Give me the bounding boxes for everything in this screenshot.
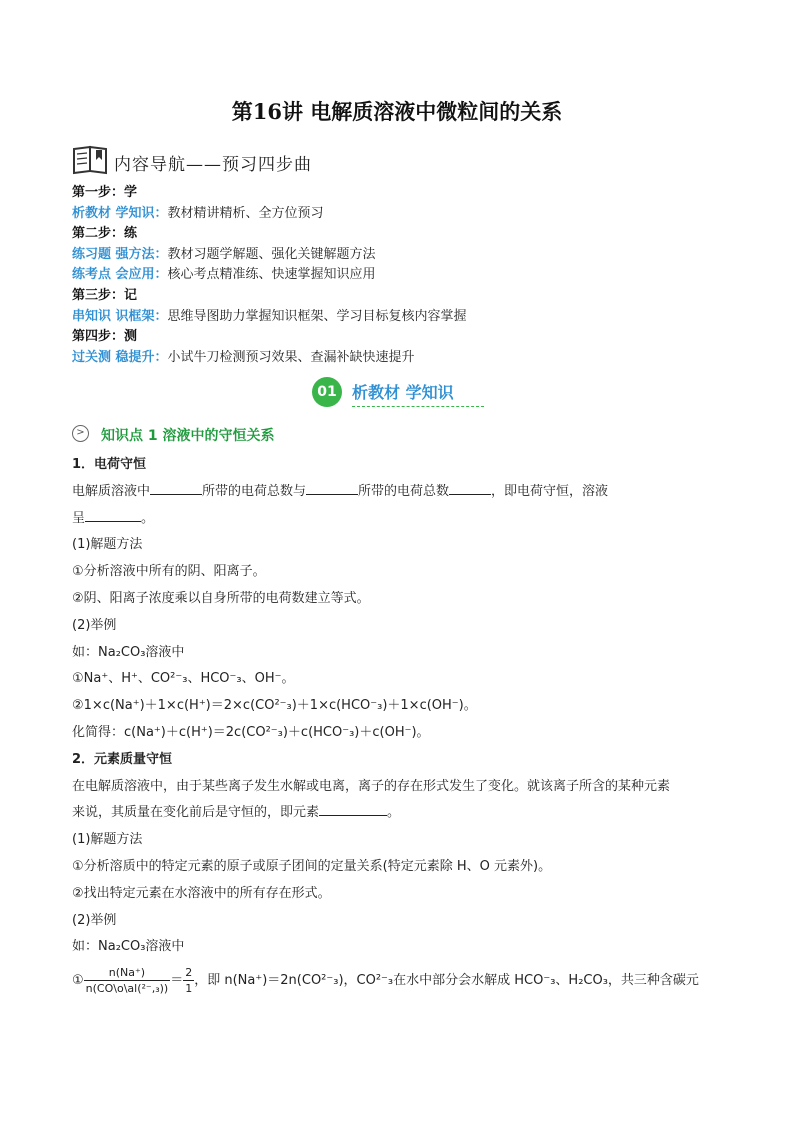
fill-blank[interactable] [449, 480, 491, 495]
fraction-denominator: 1 [185, 982, 193, 996]
step-heading [72, 183, 732, 204]
example-heading: (2)举例 [72, 617, 117, 633]
step-item [72, 348, 732, 369]
step-desc: 思维导图助力掌握知识框架、学习目标复核内容掌握 [167, 308, 467, 324]
text: 来说，其质量在变化前后是守恒的，即元素 [72, 805, 320, 821]
nav-title: 内容导航——预习四步曲 [114, 155, 312, 175]
step-key: 练习题 强方法： [72, 246, 168, 262]
heading-charge-conservation: 1．电荷守恒 [72, 457, 147, 472]
book-icon [72, 144, 110, 176]
fill-blank[interactable] [150, 480, 202, 495]
text: ① [72, 973, 84, 989]
formula-line [72, 961, 732, 1001]
section-label: 析教材 学知识 [352, 383, 454, 402]
step-heading [72, 327, 732, 348]
arrow-circle-icon: > [72, 425, 89, 442]
text: 所带的电荷总数与 [202, 483, 307, 499]
step-key: 过关测 稳提升： [72, 349, 168, 365]
text: 。 [141, 510, 155, 526]
paragraph: 在电解质溶液中，由于某些离子发生水解或电离，离子的存在形式发生了变化。就该离子所含的某种元素 [72, 778, 671, 794]
section-underline [352, 406, 484, 407]
step-desc: 教材习题学解题、强化关键解题方法 [167, 246, 376, 262]
step-item [72, 307, 732, 328]
paragraph [72, 800, 732, 827]
text: 呈 [72, 510, 86, 526]
step-item [72, 245, 732, 266]
method-step: ②阴、阳离子浓度乘以自身所带的电荷数建立等式。 [72, 590, 370, 606]
step-key: 练考点 会应用： [72, 267, 168, 283]
fill-blank[interactable] [306, 480, 358, 495]
text: 。 [387, 805, 401, 821]
example-heading: (2)举例 [72, 912, 117, 928]
text: ，即 n(Na⁺)＝2n(CO²⁻₃)，CO²⁻₃在水中部分会水解成 HCO⁻₃、H₂CO₃，共三种含碳元 [194, 973, 699, 989]
page-title: 第16讲 电解质溶液中微粒间的关系 [231, 99, 563, 124]
steps-list [72, 183, 732, 368]
section-number: 01 [312, 377, 342, 407]
method-step: ②找出特定元素在水溶液中的所有存在形式。 [72, 885, 331, 901]
text: ，即电荷守恒，溶液 [491, 483, 609, 499]
fraction-numerator: 2 [185, 966, 193, 980]
text: 电解质溶液中 [72, 483, 151, 499]
section-badge [312, 374, 492, 410]
example-line: ①Na⁺、H⁺、CO²⁻₃、HCO⁻₃、OH⁻。 [72, 671, 295, 687]
content-body [72, 452, 732, 1001]
step-heading [72, 224, 732, 245]
fraction-value [183, 965, 194, 996]
text: 所带的电荷总数 [358, 483, 450, 499]
step-heading-text: 第一步：学 [72, 185, 138, 200]
example-line: ②1×c(Na⁺)＋1×c(H⁺)＝2×c(CO²⁻₃)＋1×c(HCO⁻₃)＋1×c(OH⁻)。 [72, 698, 477, 714]
method-heading: (1)解题方法 [72, 832, 143, 848]
fill-blank[interactable] [85, 507, 141, 522]
text: ＝ [170, 973, 184, 989]
step-key: 析教材 学知识： [72, 205, 168, 221]
step-desc: 小试牛刀检测预习效果、查漏补缺快速提升 [167, 349, 415, 365]
step-item [72, 204, 732, 225]
paragraph [72, 479, 732, 506]
example-line: 化简得：c(Na⁺)＋c(H⁺)＝2c(CO²⁻₃)＋c(HCO⁻₃)＋c(OH⁻)。 [72, 724, 430, 740]
step-key: 串知识 识框架： [72, 308, 168, 324]
method-step: ①分析溶液中所有的阴、阳离子。 [72, 564, 266, 580]
step-heading [72, 286, 732, 307]
fraction-denominator: n(CO\o\al(²⁻,₃)) [85, 982, 169, 996]
step-heading-text: 第四步：测 [72, 329, 138, 345]
knowledge-point-title: 知识点 1 溶液中的守恒关系 [101, 428, 275, 444]
fraction-numerator: n(Na⁺) [84, 965, 171, 981]
step-item [72, 265, 732, 286]
step-heading-text: 第三步：记 [72, 287, 138, 303]
step-heading-text: 第二步：练 [72, 226, 138, 242]
example-line: 如：Na₂CO₃溶液中 [72, 939, 185, 955]
step-desc: 核心考点精准练、快速掌握知识应用 [167, 267, 376, 283]
paragraph [72, 506, 732, 533]
heading-mass-conservation: 2．元素质量守恒 [72, 751, 173, 767]
method-step: ①分析溶质中的特定元素的原子或原子团间的定量关系(特定元素除 H、O 元素外)。 [72, 858, 552, 874]
fill-blank[interactable] [319, 801, 387, 816]
step-desc: 教材精讲精析、全方位预习 [167, 205, 324, 221]
method-heading: (1)解题方法 [72, 537, 143, 553]
fraction-ratio [84, 965, 171, 996]
example-line: 如：Na₂CO₃溶液中 [72, 644, 185, 660]
